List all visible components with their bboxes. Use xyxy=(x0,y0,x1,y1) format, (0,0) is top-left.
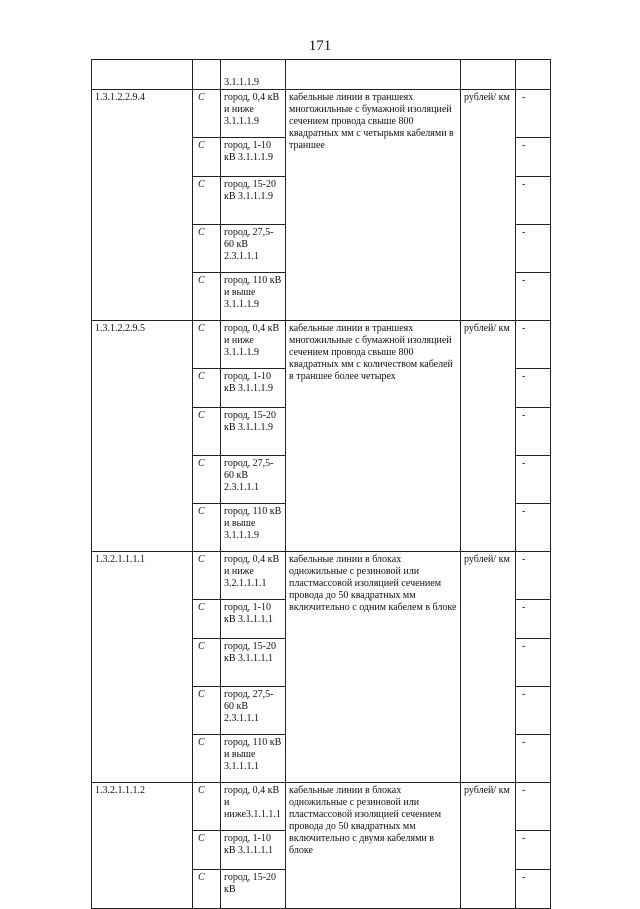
category-cell: С xyxy=(193,831,221,870)
table-row xyxy=(92,783,551,831)
territory-cell: город, 15-20 кВ 3.1.1.1.1 xyxy=(221,639,286,687)
territory-cell: город, 110 кВ и выше 3.1.1.1.9 xyxy=(221,273,286,321)
territory-cell: город, 15-20 кВ 3.1.1.1.9 xyxy=(221,408,286,456)
category-cell: С xyxy=(193,369,221,408)
code-cell: 1.3.1.2.2.9.4 xyxy=(92,90,193,321)
territory-cell: город, 15-20 кВ xyxy=(221,870,286,909)
territory-cell: город, 0,4 кВ и ниже3.1.1.1.1 xyxy=(221,783,286,831)
territory-cell: город, 110 кВ и выше 3.1.1.1.1 xyxy=(221,735,286,783)
code-cell: 1.3.1.2.2.9.5 xyxy=(92,321,193,552)
unit-cell: рублей/ км xyxy=(461,90,516,321)
table-row xyxy=(92,60,551,90)
category-cell: С xyxy=(193,735,221,783)
code-cell xyxy=(92,60,193,90)
category-cell: С xyxy=(193,456,221,504)
territory-cell: город, 1-10 кВ 3.1.1.1.9 xyxy=(221,369,286,408)
unit-cell: рублей/ км xyxy=(461,783,516,909)
value-cell: - xyxy=(516,456,551,504)
table-row xyxy=(92,90,551,138)
value-cell: - xyxy=(516,831,551,870)
category-cell: С xyxy=(193,639,221,687)
value-cell: - xyxy=(516,177,551,225)
territory-cell: город, 0,4 кВ и ниже 3.1.1.1.9 xyxy=(221,90,286,138)
category-cell: С xyxy=(193,90,221,138)
value-cell: - xyxy=(516,870,551,909)
table-row xyxy=(92,321,551,369)
territory-cell: город, 0,4 кВ и ниже 3.2.1.1.1.1 xyxy=(221,552,286,600)
territory-cell: город, 27,5-60 кВ 2.3.1.1.1 xyxy=(221,456,286,504)
territory-cell: 3.1.1.1.9 xyxy=(221,60,286,90)
category-cell: С xyxy=(193,273,221,321)
description-cell: кабельные линии в траншеях многожильные с бумажной изоляцией сечением провода свыше 800 квадратных мм с четырьмя кабелями в траншее xyxy=(286,90,461,321)
value-cell: - xyxy=(516,639,551,687)
territory-cell: город, 0,4 кВ и ниже 3.1.1.1.9 xyxy=(221,321,286,369)
value-cell: - xyxy=(516,600,551,639)
territory-cell: город, 27,5-60 кВ 2.3.1.1.1 xyxy=(221,225,286,273)
category-cell: С xyxy=(193,552,221,600)
value-cell: - xyxy=(516,369,551,408)
category-cell: С xyxy=(193,687,221,735)
unit-cell xyxy=(461,60,516,90)
value-cell: - xyxy=(516,735,551,783)
category-cell: С xyxy=(193,408,221,456)
unit-cell: рублей/ км xyxy=(461,552,516,783)
value-cell: - xyxy=(516,321,551,369)
territory-cell: город, 1-10 кВ 3.1.1.1.1 xyxy=(221,831,286,870)
value-cell: - xyxy=(516,138,551,177)
value-cell: - xyxy=(516,408,551,456)
territory-cell: город, 110 кВ и выше 3.1.1.1.9 xyxy=(221,504,286,552)
tariff-table xyxy=(91,59,551,909)
category-cell: С xyxy=(193,225,221,273)
value-cell: - xyxy=(516,783,551,831)
table-body xyxy=(92,60,551,909)
category-cell: С xyxy=(193,321,221,369)
value-cell: - xyxy=(516,687,551,735)
territory-cell: город, 27,5-60 кВ 2.3.1.1.1 xyxy=(221,687,286,735)
table-row xyxy=(92,552,551,600)
description-cell xyxy=(286,60,461,90)
value-cell: - xyxy=(516,504,551,552)
category-cell: С xyxy=(193,783,221,831)
page-number: 171 xyxy=(308,38,332,54)
value-cell: - xyxy=(516,90,551,138)
value-cell xyxy=(516,60,551,90)
category-cell: С xyxy=(193,177,221,225)
territory-cell: город, 1-10 кВ 3.1.1.1.9 xyxy=(221,138,286,177)
description-cell: кабельные линии в блоках одножильные с резиновой или пластмассовой изоляцией сечением провода до 50 квадратных мм включительно с двумя кабелями в блоке xyxy=(286,783,461,909)
value-cell: - xyxy=(516,552,551,600)
category-cell: С xyxy=(193,504,221,552)
unit-cell: рублей/ км xyxy=(461,321,516,552)
code-cell: 1.3.2.1.1.1.1 xyxy=(92,552,193,783)
description-cell: кабельные линии в блоках одножильные с резиновой или пластмассовой изоляцией сечением провода до 50 квадратных мм включительно с одним кабелем в блоке xyxy=(286,552,461,783)
territory-cell: город, 1-10 кВ 3.1.1.1.1 xyxy=(221,600,286,639)
category-cell xyxy=(193,60,221,90)
description-cell: кабельные линии в траншеях многожильные с бумажной изоляцией сечением провода свыше 800 квадратных мм с количеством кабелей в траншее более четырех xyxy=(286,321,461,552)
value-cell: - xyxy=(516,273,551,321)
category-cell: С xyxy=(193,138,221,177)
category-cell: С xyxy=(193,600,221,639)
category-cell: С xyxy=(193,870,221,909)
code-cell: 1.3.2.1.1.1.2 xyxy=(92,783,193,909)
territory-cell: город, 15-20 кВ 3.1.1.1.9 xyxy=(221,177,286,225)
value-cell: - xyxy=(516,225,551,273)
